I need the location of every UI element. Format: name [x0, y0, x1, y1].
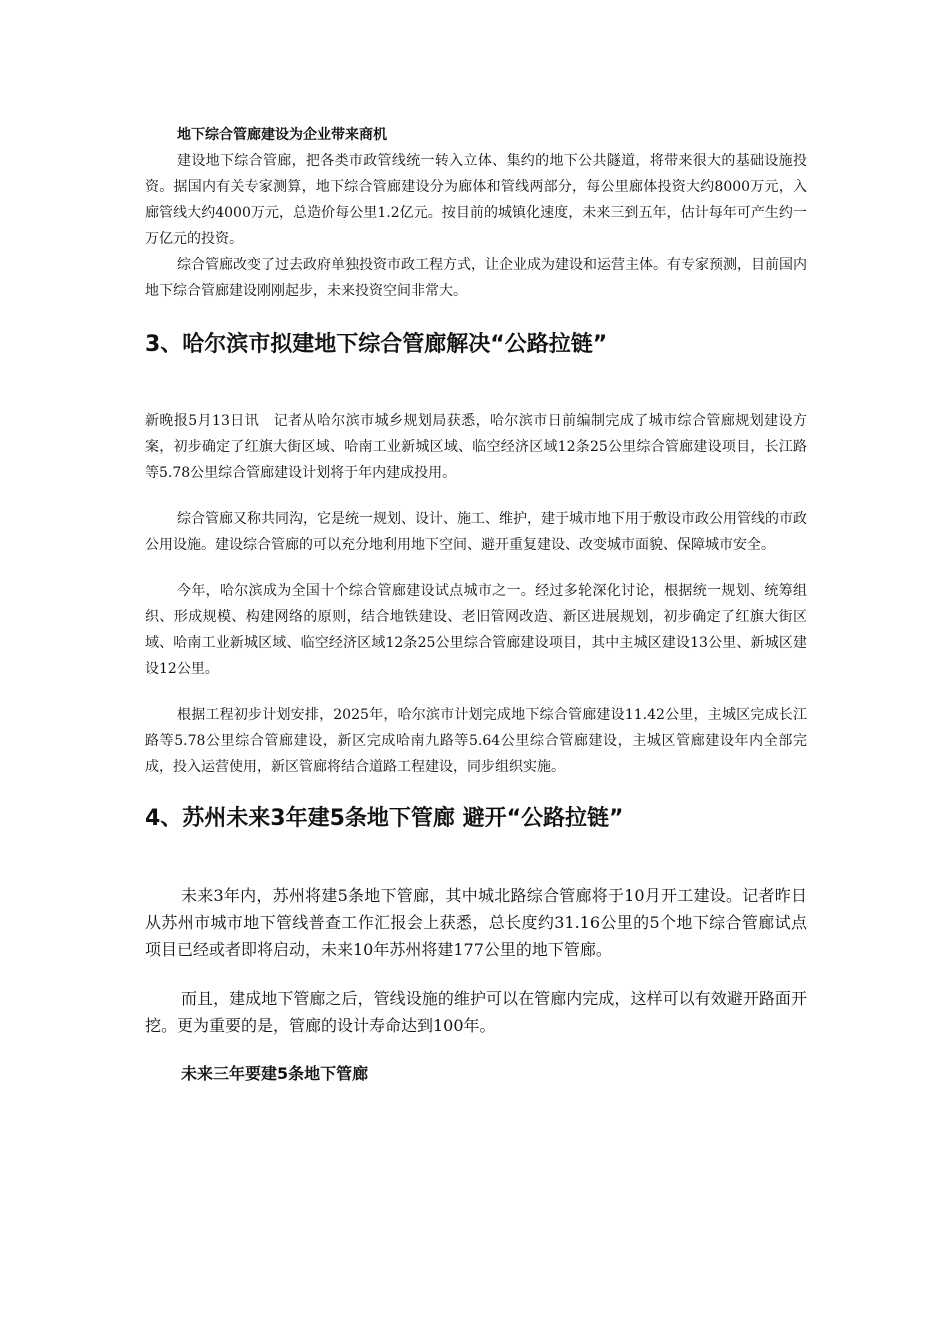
- section4-subtitle: 未来三年要建5条地下管廊: [181, 1064, 369, 1083]
- section3-paragraph-4: 根据工程初步计划安排，2025年，哈尔滨市计划完成地下综合管廊建设11.42公里，主城区完成长江路等5.78公里综合管廊建设，新区完成哈南九路等5.64公里综合管廊建设，主城区管廊建设年内全部完成，投入运营使用，新区管廊将结合道路工程建设，同步组织实施。: [145, 707, 807, 775]
- section3-paragraph-3: 今年，哈尔滨成为全国十个综合管廊建设试点城市之一。经过多轮深化讨论，根据统一规划、统筹组织、形成规模、构建网络的原则，结合地铁建设、老旧管网改造、新区进展规划，初步确定了红旗大街区域、哈南工业新城区域、临空经济区域12条25公里综合管廊建设项目，其中主城区建设13公里、新城区建设12公里。: [145, 583, 807, 677]
- section3-paragraph-2: 综合管廊又称共同沟，它是统一规划、设计、施工、维护，建于城市地下用于敷设市政公用管线的市政公用设施。建设综合管廊的可以充分地利用地下空间、避开重复建设、改变城市面貌、保障城市安全。: [145, 511, 807, 553]
- section4-heading: 4、苏州未来3年建5条地下管廊 避开“公路拉链”: [145, 806, 624, 831]
- section4-paragraph-2: 而且，建成地下管廊之后，管线设施的维护可以在管廊内完成，这样可以有效避开路面开挖。更为重要的是，管廊的设计寿命达到100年。: [145, 989, 807, 1035]
- section4-paragraph-1: 未来3年内，苏州将建5条地下管廊，其中城北路综合管廊将于10月开工建设。记者昨日从苏州市城市地下管线普查工作汇报会上获悉，总长度约31.16公里的5个地下综合管廊试点项目已经或者即将启动，未来10年苏州将建177公里的地下管廊。: [145, 886, 807, 959]
- intro-paragraph-1: 建设地下综合管廊，把各类市政管线统一转入立体、集约的地下公共隧道，将带来很大的基础设施投资。据国内有关专家测算，地下综合管廊建设分为廊体和管线两部分，每公里廊体投资大约8000万元，入廊管线大约4000万元，总造价每公里1.2亿元。按目前的城镇化速度，未来三到五年，估计每年可产生约一万亿元的投资。: [145, 153, 807, 247]
- intro-paragraph-2: 综合管廊改变了过去政府单独投资市政工程方式，让企业成为建设和运营主体。有专家预测，目前国内地下综合管廊建设刚刚起步，未来投资空间非常大。: [145, 257, 807, 299]
- intro-subtitle: 地下综合管廊建设为企业带来商机: [177, 127, 387, 143]
- section3-heading: 3、哈尔滨市拟建地下综合管廊解决“公路拉链”: [145, 332, 608, 357]
- section3-paragraph-1: 新晚报5月13日讯 记者从哈尔滨市城乡规划局获悉，哈尔滨市日前编制完成了城市综合管廊规划建设方案，初步确定了红旗大街区域、哈南工业新城区域、临空经济区域12条25公里综合管廊建设项目，长江路等5.78公里综合管廊建设计划将于年内建成投用。: [145, 413, 807, 481]
- document-page: [145, 122, 807, 1087]
